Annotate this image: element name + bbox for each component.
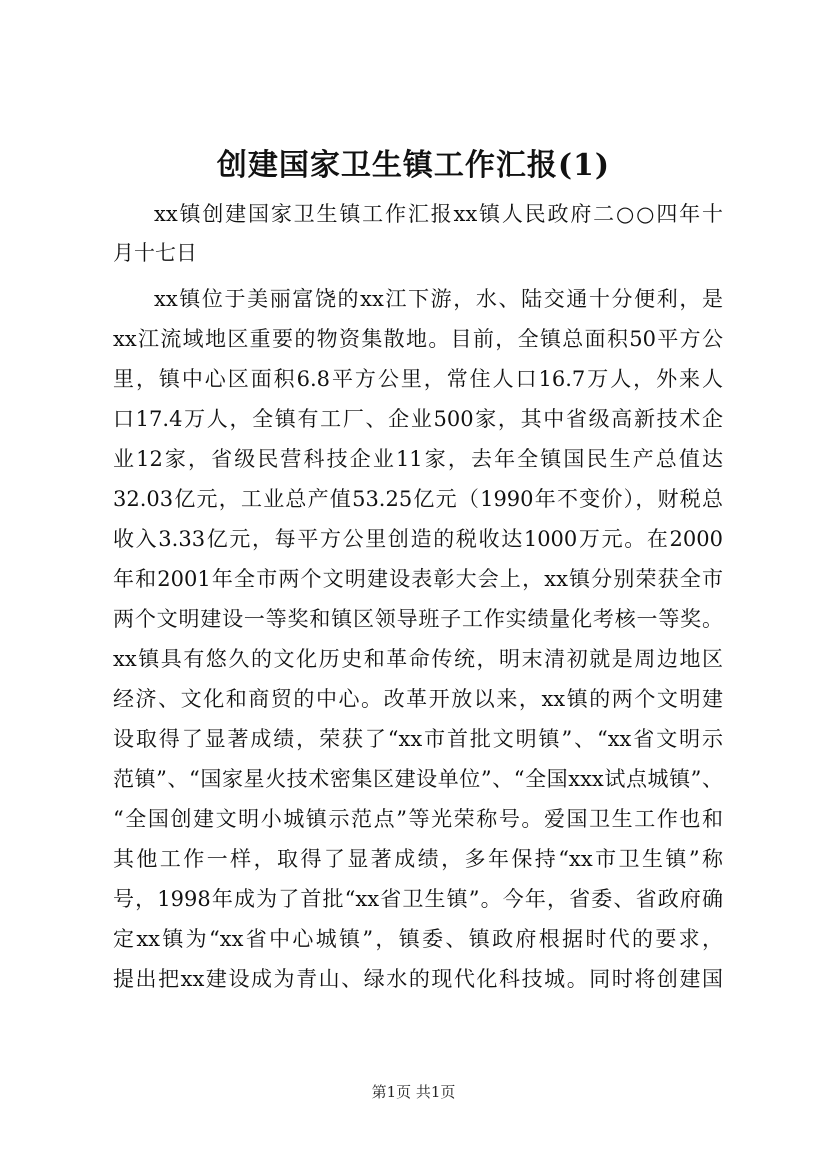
paragraph-line: 口17.4万人，全镇有工厂、企业500家，其中省级高新技术企	[113, 407, 723, 431]
document-title: 创建国家卫生镇工作汇报(1)	[216, 148, 611, 183]
paragraph-line: “全国创建文明小城镇示范点”等光荣称号。爱国卫生工作也和	[113, 807, 723, 831]
paragraph-line: 提出把xx建设成为青山、绿水的现代化科技城。同时将创建国	[113, 967, 723, 991]
paragraph-line: 范镇”、“国家星火技术密集区建设单位”、“全国xxx试点城镇”、	[113, 767, 723, 791]
paragraph-line: 其他工作一样，取得了显著成绩，多年保持“xx市卫生镇”称	[113, 847, 723, 871]
paragraph-line: xx江流域地区重要的物资集散地。目前，全镇总面积50平方公	[113, 327, 723, 351]
paragraph-line: 收入3.33亿元，每平方公里创造的税收达1000万元。在2000	[113, 527, 723, 551]
paragraph-line: 定xx镇为“xx省中心城镇”，镇委、镇政府根据时代的要求，	[113, 927, 723, 951]
paragraph-line: 经济、文化和商贸的中心。改革开放以来，xx镇的两个文明建	[113, 687, 723, 711]
paragraph-line: 里，镇中心区面积6.8平方公里，常住人口16.7万人，外来人	[113, 367, 723, 391]
page-footer: 第1页 共1页	[371, 1083, 456, 1101]
paragraph-line: 年和2001年全市两个文明建设表彰大会上，xx镇分别荣获全市	[113, 567, 723, 591]
paragraph-line: 号，1998年成为了首批“xx省卫生镇”。今年，省委、省政府确	[113, 887, 723, 911]
paragraph-line: 设取得了显著成绩，荣获了“xx市首批文明镇”、“xx省文明示	[113, 727, 723, 751]
paragraph-line: 32.03亿元，工业总产值53.25亿元（1990年不变价），财税总	[113, 487, 723, 511]
paragraph-line: 月十七日	[113, 241, 197, 265]
paragraph-line: 两个文明建设一等奖和镇区领导班子工作实绩量化考核一等奖。	[113, 607, 723, 631]
paragraph-line: 业12家，省级民营科技企业11家，去年全镇国民生产总值达	[113, 447, 723, 471]
paragraph-line: xx镇创建国家卫生镇工作汇报xx镇人民政府二○○四年十	[154, 202, 723, 226]
paragraph-line: xx镇位于美丽富饶的xx江下游，水、陆交通十分便利，是	[154, 287, 723, 311]
paragraph-line: xx镇具有悠久的文化历史和革命传统，明末清初就是周边地区	[113, 647, 723, 671]
